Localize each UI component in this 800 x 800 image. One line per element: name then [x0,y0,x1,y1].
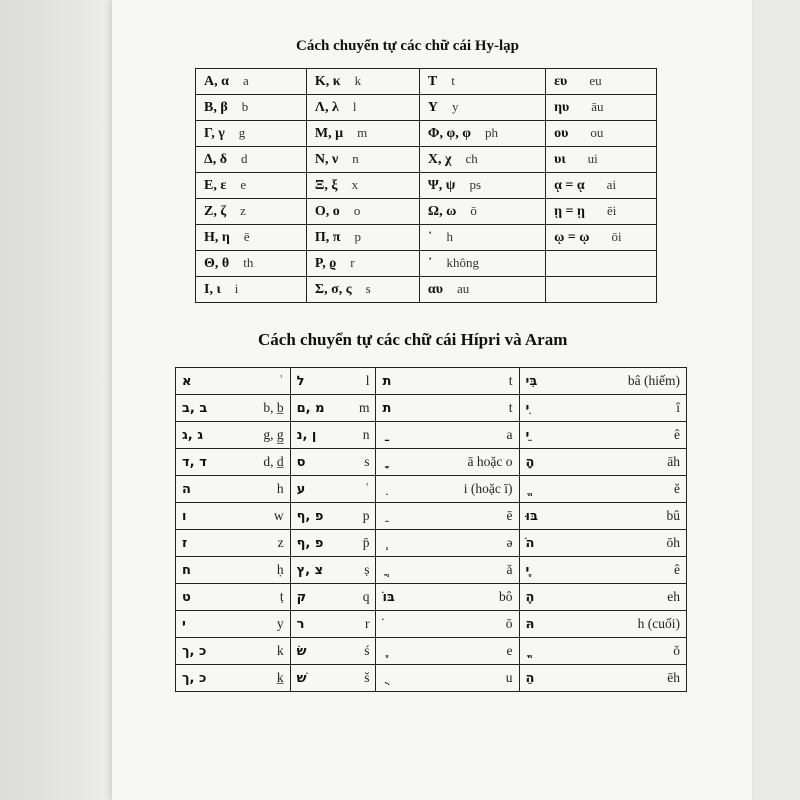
hebrew-cell [290,530,376,557]
greek-cell [419,225,545,251]
greek-cell [196,121,307,147]
hebrew-transliteration: l [365,373,370,388]
hebrew-transliteration: bâ (hiếm) [627,373,680,388]
hebrew-transliteration: ōh [666,535,680,550]
greek-letter: ῳ = ῳ [554,230,590,245]
hebrew-transliteration: ă [506,562,513,577]
hebrew-cell [376,638,519,665]
hebrew-letter: ד ,ד [182,454,207,470]
greek-table-row [196,69,657,95]
greek-cell [546,121,657,147]
hebrew-letter: א [182,373,192,389]
greek-transliteration: m [357,125,368,140]
greek-cell [196,251,307,277]
greek-cell [196,95,307,121]
hebrew-cell [290,368,376,395]
hebrew-letter: ִי [525,400,530,416]
hebrew-cell [376,611,519,638]
hebrew-cell [176,557,291,584]
greek-table-row [196,199,657,225]
hebrew-letter: ר [296,616,305,632]
hebrew-letter: ֵה [525,670,535,686]
greek-transliteration: th [243,255,254,270]
hebrew-letter: כ ,ך [182,643,207,659]
greek-letter: Ρ, ϱ [314,256,337,271]
greek-transliteration: āu [591,99,604,114]
page-edge-background [0,0,112,800]
hebrew-cell [176,530,291,557]
greek-letter: Θ, θ [204,256,230,271]
greek-cell [546,69,657,95]
greek-cell [546,173,657,199]
greek-letter: Ν, ν [314,152,339,167]
hebrew-transliteration: t [508,373,513,388]
greek-transliteration-table [195,68,657,303]
hebrew-letter: ג ,ג [182,427,204,443]
hebrew-transliteration: y [276,616,284,631]
greek-letter: ηυ [554,100,570,115]
hebrew-transliteration: ś [364,643,370,658]
greek-transliteration: t [451,73,455,88]
greek-transliteration: s [365,281,371,296]
greek-transliteration: ēi [606,203,617,218]
greek-letter: Χ, χ [427,152,452,167]
hebrew-transliteration: ĕ [674,481,680,496]
hebrew-transliteration: š [364,670,370,685]
hebrew-cell [376,530,519,557]
hebrew-cell [176,449,291,476]
hebrew-transliteration: ê [674,427,680,442]
greek-transliteration: h [446,229,454,244]
hebrew-cell [376,476,519,503]
hebrew-table-row [176,449,687,476]
greek-table-row [196,121,657,147]
hebrew-table-row [176,557,687,584]
hebrew-transliteration: h [276,481,284,496]
greek-cell [306,147,419,173]
hebrew-table-row [176,368,687,395]
hebrew-transliteration: h (cuối) [637,616,680,631]
greek-transliteration: au [456,281,470,296]
greek-cell [196,277,307,303]
hebrew-letter: ֶה [525,589,535,605]
hebrew-transliteration: d, d̲ [263,454,284,469]
greek-cell [306,251,419,277]
greek-transliteration: ō [470,203,477,218]
greek-cell [306,173,419,199]
hebrew-cell [376,503,519,530]
hebrew-letter: ע [296,481,306,497]
hebrew-table-title: Cách chuyển tự các chữ cái Hípri và Aram [258,330,568,349]
greek-cell [196,69,307,95]
greek-table-row [196,95,657,121]
hebrew-cell [176,638,291,665]
hebrew-table-row [176,530,687,557]
hebrew-letter: ָה [525,454,535,470]
hebrew-cell [176,422,291,449]
hebrew-letter: בּוּ [525,508,538,524]
hebrew-letter: ת [382,373,392,389]
greek-cell [196,199,307,225]
hebrew-transliteration: e [506,643,513,658]
hebrew-transliteration: r [364,616,370,631]
hebrew-letter: י [182,616,186,632]
greek-transliteration: o [353,203,361,218]
hebrew-cell [376,368,519,395]
hebrew-cell [290,638,376,665]
hebrew-letter: בּוֹ [382,589,395,605]
greek-transliteration: ē [243,229,250,244]
greek-cell [196,225,307,251]
greek-transliteration: b [241,99,249,114]
hebrew-table-row [176,638,687,665]
hebrew-transliteration: ḥ [276,562,284,577]
greek-cell [419,69,545,95]
greek-cell [546,225,657,251]
greek-transliteration: không [446,255,480,270]
hebrew-letter: ן ,נ [296,427,317,443]
greek-transliteration: i [234,281,239,296]
hebrew-transliteration: q [362,589,370,604]
greek-cell [546,147,657,173]
greek-transliteration: ōi [611,229,622,244]
greek-transliteration: x [351,177,359,192]
greek-cell [196,147,307,173]
hebrew-transliteration: k̲ [276,670,284,685]
hebrew-cell [519,665,687,692]
greek-transliteration: k [354,73,362,88]
hebrew-letter: מ ,ם [296,400,325,416]
greek-transliteration: n [352,151,359,166]
hebrew-transliteration: ŏ [673,643,680,658]
greek-letter: Δ, δ [204,152,228,167]
greek-letter: Ξ, ξ [314,178,338,193]
greek-cell [546,199,657,225]
hebrew-transliteration: ā hoặc o [467,454,513,469]
greek-transliteration: ui [587,151,598,166]
greek-cell [419,121,545,147]
hebrew-transliteration: g, g̲ [263,427,284,442]
greek-cell [306,225,419,251]
greek-cell [546,277,657,303]
hebrew-cell [519,557,687,584]
greek-letter: Φ, φ, φ [427,126,471,141]
hebrew-table-row [176,503,687,530]
hebrew-transliteration: ē [506,508,513,523]
hebrew-cell [290,611,376,638]
hebrew-letter: צ ,ץ [296,562,324,578]
hebrew-cell [176,665,291,692]
hebrew-transliteration: u [505,670,513,685]
hebrew-cell [519,611,687,638]
hebrew-cell [376,584,519,611]
hebrew-table-row [176,476,687,503]
hebrew-cell [176,584,291,611]
greek-letter: ᾳ = ᾳ [554,178,585,193]
greek-transliteration: e [240,177,247,192]
hebrew-cell [519,422,687,449]
greek-table-row [196,277,657,303]
greek-letter: Μ, μ [314,126,344,141]
hebrew-transliteration: ə [506,535,513,550]
hebrew-cell [519,530,687,557]
greek-cell [306,95,419,121]
hebrew-cell [519,395,687,422]
hebrew-cell [519,476,687,503]
hebrew-transliteration: z [277,535,284,550]
greek-transliteration: ps [469,177,481,192]
greek-transliteration: p [354,229,361,244]
hebrew-cell [376,395,519,422]
hebrew-cell [376,449,519,476]
hebrew-transliteration: p̄ [362,535,370,550]
greek-letter: υι [554,152,566,167]
hebrew-transliteration: ʾ [279,373,284,388]
greek-cell [546,95,657,121]
hebrew-transliteration: i (hoặc ī) [463,481,513,496]
hebrew-table-row [176,611,687,638]
hebrew-transliteration: î [676,400,680,415]
greek-letter: ῃ = ῃ [554,204,585,219]
greek-transliteration: g [238,125,246,140]
greek-letter: Ψ, ψ [427,178,456,193]
hebrew-transliteration: bô [499,589,513,604]
hebrew-cell [376,665,519,692]
greek-letter: Υ [427,100,438,115]
hebrew-transliteration: ṣ [364,562,370,577]
greek-cell [419,173,545,199]
greek-letter: Ζ, ζ [204,204,227,219]
hebrew-aramaic-transliteration-table [175,367,687,692]
hebrew-cell [290,584,376,611]
hebrew-transliteration: m [358,400,370,415]
hebrew-cell [376,422,519,449]
hebrew-cell [176,503,291,530]
greek-table-row [196,147,657,173]
greek-letter: ᾿ [427,256,433,271]
hebrew-cell [290,476,376,503]
hebrew-transliteration: s [364,454,370,469]
hebrew-table-row [176,422,687,449]
hebrew-letter: שׂ [296,643,307,659]
greek-transliteration: eu [589,73,602,88]
greek-letter: Λ, λ [314,100,339,115]
hebrew-letter: ו [182,508,187,524]
greek-cell [419,199,545,225]
hebrew-letter: ס [296,454,306,470]
hebrew-cell [176,476,291,503]
hebrew-table-row [176,665,687,692]
hebrew-cell [290,557,376,584]
greek-letter: ευ [554,74,568,89]
hebrew-cell [290,449,376,476]
greek-cell [306,69,419,95]
greek-cell [419,147,545,173]
greek-cell [306,199,419,225]
hebrew-transliteration: a [506,427,513,442]
hebrew-letter: ק [296,589,307,605]
greek-letter: Ο, ο [314,204,340,219]
hebrew-letter: הּ [525,616,535,632]
hebrew-transliteration: eh [667,589,680,604]
greek-letter: Π, π [314,230,341,245]
greek-table-row [196,225,657,251]
hebrew-transliteration: k [276,643,284,658]
hebrew-letter: פ ,ף [296,508,324,524]
greek-transliteration: a [242,73,249,88]
hebrew-letter: ֶי [525,562,530,578]
greek-letter: ῾ [427,230,433,245]
greek-cell [196,173,307,199]
hebrew-cell [519,503,687,530]
hebrew-letter: ת [382,400,392,416]
hebrew-letter: ה [182,481,191,497]
hebrew-cell [176,395,291,422]
greek-letter: Ω, ω [427,204,457,219]
hebrew-letter: ב ,ב [182,400,208,416]
hebrew-letter: ל [296,373,305,389]
hebrew-cell [290,665,376,692]
greek-letter: Ι, ι [204,282,221,297]
hebrew-letter: כ ,ך [182,670,207,686]
hebrew-transliteration: w [273,508,284,523]
hebrew-cell [519,449,687,476]
greek-table-title: Cách chuyển tự các chữ cái Hy-lạp [296,38,519,54]
hebrew-letter: פ ,ף [296,535,324,551]
hebrew-letter: ֵי [525,427,530,443]
greek-letter: Α, α [204,74,229,89]
greek-cell [419,251,545,277]
greek-letter: Σ, σ, ς [314,282,352,297]
hebrew-transliteration: b, b̲ [263,400,284,415]
greek-cell [419,277,545,303]
greek-letter: ου [554,126,569,141]
greek-transliteration: r [350,255,355,270]
hebrew-transliteration: t [508,400,513,415]
hebrew-transliteration: bû [666,508,680,523]
greek-cell [306,277,419,303]
greek-transliteration: ou [590,125,604,140]
greek-transliteration: ch [465,151,478,166]
hebrew-cell [290,395,376,422]
hebrew-letter: ט [182,589,191,605]
greek-transliteration: ph [484,125,498,140]
greek-letter: Γ, γ [204,126,225,141]
greek-letter: Β, β [204,100,228,115]
greek-cell [306,121,419,147]
hebrew-letter: שׁ [296,670,307,686]
hebrew-cell [290,503,376,530]
greek-cell [546,251,657,277]
greek-transliteration: l [352,99,357,114]
hebrew-transliteration: p [362,508,370,523]
hebrew-transliteration: n [362,427,370,442]
hebrew-cell [519,368,687,395]
hebrew-table-row [176,395,687,422]
greek-letter: Η, η [204,230,230,245]
hebrew-transliteration: ê [674,562,680,577]
greek-transliteration: ai [606,177,617,192]
hebrew-cell [376,557,519,584]
hebrew-letter: בִּי [525,373,538,389]
hebrew-transliteration: āh [667,454,680,469]
hebrew-cell [519,638,687,665]
hebrew-cell [176,368,291,395]
hebrew-transliteration: ēh [667,670,680,685]
greek-letter: αυ [427,282,443,297]
hebrew-letter: ח [182,562,191,578]
greek-cell [419,95,545,121]
greek-table-row [196,251,657,277]
hebrew-cell [176,611,291,638]
hebrew-cell [519,584,687,611]
hebrew-transliteration: ʿ [364,481,370,496]
greek-transliteration: z [240,203,246,218]
greek-letter: Ε, ε [204,178,227,193]
greek-transliteration: d [241,151,248,166]
hebrew-transliteration: ō [505,616,513,631]
hebrew-transliteration: ṭ [279,589,284,604]
greek-letter: Τ [427,74,438,89]
greek-table-row [196,173,657,199]
greek-transliteration: y [452,99,459,114]
hebrew-table-row [176,584,687,611]
hebrew-letter: ֹה [525,535,535,551]
greek-letter: Κ, κ [314,74,341,89]
hebrew-letter: ז [182,535,188,551]
hebrew-cell [290,422,376,449]
